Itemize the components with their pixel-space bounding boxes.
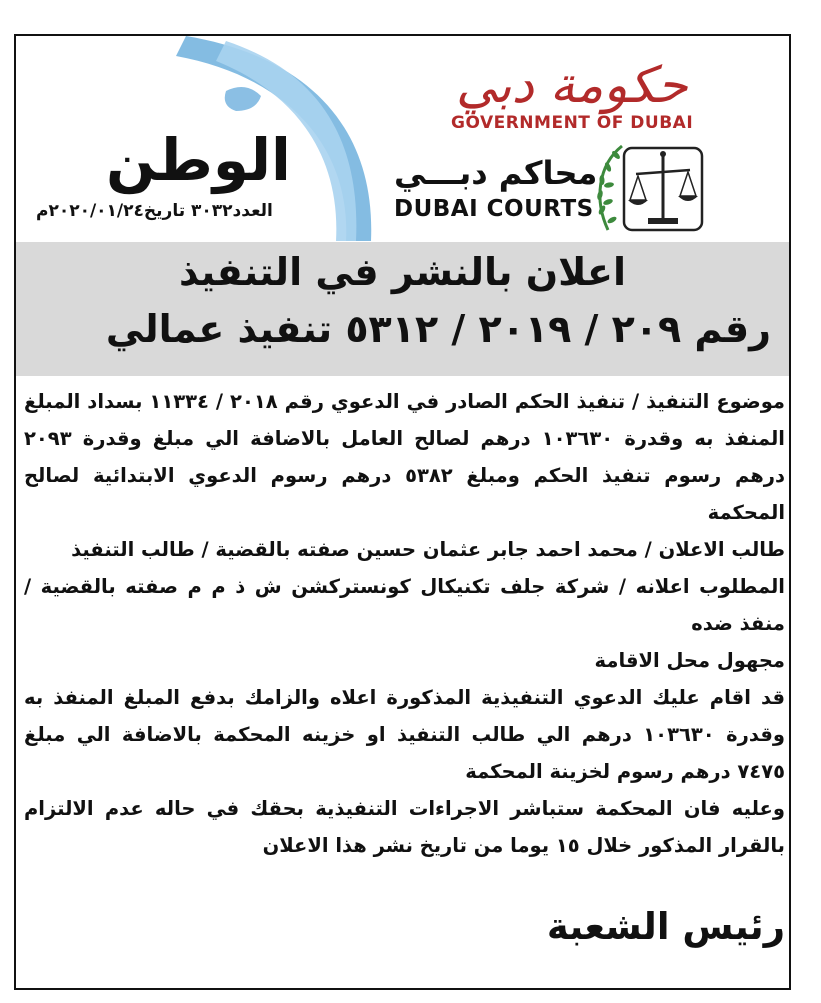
warning-paragraph: وعليه فان المحكمة ستباشر الاجراءات التنفيذية بحقك في حاله عدم الالتزام بالقرار المذكور خلال ١٥ يوما من تاريخ نشر هذا الاعلان [24, 797, 785, 857]
claim-paragraph: قد اقام عليك الدعوي التنفيذية المذكورة اعلاه والزامك بدفع المبلغ المنفذ به وقدرة ١٠٣٦٣٠ درهم الي طالب التنفيذ او خزينه المحكمة بالاضافة الي مبلغ ٧٤٧٥ درهم رسوم لخزينة المحكمة [24, 686, 785, 783]
execution-subject-paragraph: موضوع التنفيذ / تنفيذ الحكم الصادر في الدعوي رقم ٢٠١٨ / ١١٣٣٤ بسداد المبلغ المنفذ به وقدرة ١٠٣٦٣٠ درهم لصالح العامل بالاضافة الي مبلغ وقدرة ٢٠٩٣ درهم رسوم تنفيذ الحكم ومبلغ ٥٣٨٢ درهم رسوم الدعوي الابتدائية لصالح المحكمة [24, 390, 786, 524]
notice-title-box [16, 242, 789, 376]
signature: رئيس الشعبة [546, 905, 785, 948]
notice-title: اعلان بالنشر في التنفيذ [178, 250, 627, 294]
applicant-paragraph: طالب الاعلان / محمد احمد جابر عثمان حسين صفته بالقضية / طالب التنفيذ [71, 538, 785, 561]
dubai-courts-scales-emblem [594, 140, 712, 235]
case-number: رقم ٢٠٩ / ٢٠١٩ / ٥٣١٢ تنفيذ عمالي [105, 307, 771, 351]
issue-date: العدد٣٠٣٢ تاريخ٢٠٢٠/٠١/٢٤م [36, 201, 273, 221]
respondent-paragraph: المطلوب اعلانه / شركة جلف تكنيكال كونستركشن ش ذ م م صفته بالقضية / منفذ ضده [24, 575, 785, 635]
notice-body [24, 383, 785, 864]
courts-name-arabic: محاكم دبـــي [394, 154, 598, 192]
newspaper-name: الوطن [106, 126, 291, 194]
government-name-english: GOVERNMENT OF DUBAI [451, 113, 694, 133]
header [16, 36, 789, 241]
unknown-address-line: مجهول محل الاقامة [594, 649, 785, 672]
courts-name-english: DUBAI COURTS [394, 196, 594, 222]
government-name-arabic: حكومة دبي [456, 56, 688, 114]
